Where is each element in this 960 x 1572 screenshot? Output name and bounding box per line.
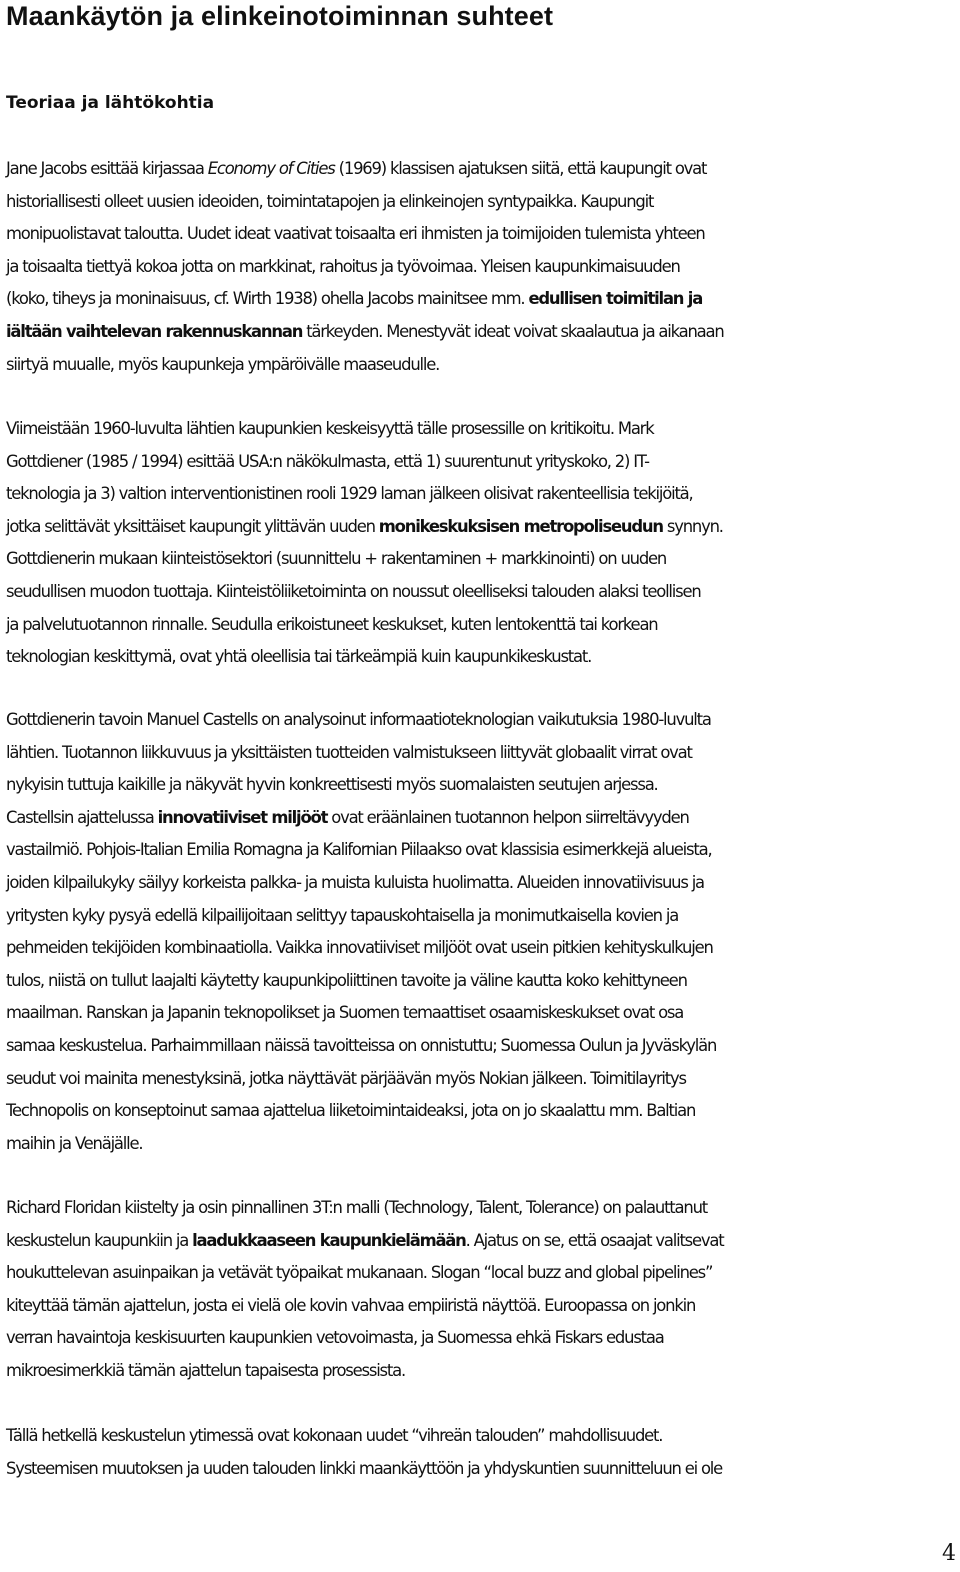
text-run: jotka selittävät yksittäiset kaupungit ylittävän uuden — [6, 516, 379, 536]
text-run: Technopolis on konseptoinut samaa ajattelua liiketoimintaideaksi, jota on jo skaalattu mm. Baltian — [6, 1101, 696, 1121]
text-line — [6, 1095, 960, 1128]
text-run: Gottdienerin tavoin Manuel Castells on analysoinut informaatioteknologian vaikutuksia 1980-luvulta — [6, 710, 711, 729]
text-line — [6, 1290, 960, 1323]
text-line — [6, 251, 960, 284]
page-number: 4 — [942, 1541, 956, 1566]
text-run: kiteyttää tämän ajattelun, josta ei vielä ole kovin vahvaa empiiristä näyttöä. Euroopassa on jonkin — [6, 1295, 696, 1315]
text-run: synnyn. — [662, 516, 723, 536]
text-run: houkuttelevan asuinpaikan ja vetävät työpaikat mukanaan. Slogan “local buzz and global pipelines” — [6, 1263, 713, 1283]
text-run: Viimeistään 1960-luvulta lähtien kaupunkien keskeisyyttä tälle prosessille on kritikoitu. Mark — [6, 419, 654, 438]
text-run: ovat eräänlainen tuotannon helpon siirreltävyyden — [327, 807, 689, 827]
text-run: yritysten kyky pysyä edellä kilpailijoitaan selittyy tapauskohtaisella ja monimutkaisella kovien ja — [6, 905, 679, 925]
text-run: mikroesimerkkiä tämän ajattelun tapaisesta prosessista. — [6, 1360, 405, 1380]
text-line — [6, 1420, 960, 1453]
section-heading: Teoriaa ja lähtökohtia — [6, 93, 215, 113]
text-run: maailman. Ranskan ja Japanin teknopolikset ja Suomen temaattiset osaamiskeskukset ovat osa — [6, 1003, 684, 1023]
text-line — [6, 704, 960, 737]
text-line — [6, 834, 960, 867]
text-line — [6, 997, 960, 1030]
italic-text: Economy of Cities — [207, 159, 335, 178]
text-line — [6, 478, 960, 511]
text-run: keskustelun kaupunkiin ja — [6, 1230, 193, 1250]
paragraph — [6, 704, 960, 1160]
text-line — [6, 413, 960, 446]
text-run: Gottdienerin mukaan kiinteistösektori (suunnittelu + rakentaminen + markkinointi) on uuden — [6, 549, 667, 569]
text-line — [6, 1355, 960, 1388]
bold-text: monikeskuksisen metropoliseudun — [378, 516, 663, 536]
text-run: seudut voi mainita menestyksinä, jotka näyttävät pärjäävän myös Nokian jälkeen. Toimitilayritys — [6, 1068, 686, 1088]
text-line — [6, 283, 960, 316]
bold-text: laadukkaaseen kaupunkielämään — [192, 1230, 466, 1250]
text-run: (1969) klassisen ajatuksen siitä, että kaupungit ovat — [334, 159, 707, 178]
text-run: tulos, niistä on tullut laajalti käytetty kaupunkipoliittinen tavoite ja väline kautta koko kehittyneen — [6, 970, 687, 990]
text-run: teknologia ja 3) valtion interventionistinen rooli 1929 laman jälkeen olisivat rakenteellisia tekijöitä, — [6, 484, 693, 504]
text-run: Systeemisen muutoksen ja uuden talouden linkki maankäyttöön ja yhdyskuntien suunnitteluun ei ole — [6, 1458, 723, 1478]
text-run: Gottdiener (1985 / 1994) esittää USA:n näkökulmasta, että 1) suurentunut yrityskoko, 2) IT- — [6, 451, 649, 471]
text-line — [6, 1257, 960, 1290]
text-run: tärkeyden. Menestyvät ideat voivat skaalautua ja aikanaan — [302, 321, 724, 341]
text-line — [6, 900, 960, 933]
text-run: Richard Floridan kiistelty ja osin pinnallinen 3T:n malli (Technology, Talent, Tolerance) on palauttanut — [6, 1198, 707, 1217]
page-title: Maankäytön ja elinkeinotoiminnan suhteet — [6, 1, 554, 31]
text-line — [6, 349, 960, 382]
text-run: Tällä hetkellä keskustelun ytimessä ovat kokonaan uudet “vihreän talouden” mahdollisuudet. — [6, 1426, 663, 1445]
text-line — [6, 609, 960, 642]
bold-text: edullisen toimitilan ja — [528, 289, 703, 309]
text-run: historiallisesti olleet uusien ideoiden, toimintatapojen ja elinkeinojen syntypaikka. Kaupungit — [6, 191, 654, 211]
text-line — [6, 769, 960, 802]
text-line — [6, 218, 960, 251]
text-run: ja palvelutuotannon rinnalle. Seudulla erikoistuneet keskukset, kuten lentokenttä tai korkean — [6, 614, 658, 634]
text-run: vastailmiö. Pohjois-Italian Emilia Romagna ja Kalifornian Piilaakso ovat klassisia esimerkkejä alueista, — [6, 840, 712, 860]
text-run: teknologian keskittymä, ovat yhtä oleellisia tai tärkeämpiä kuin kaupunkikeskustat. — [6, 647, 592, 667]
text-line — [6, 1128, 960, 1161]
text-line — [6, 641, 960, 674]
text-run: ja toisaalta tiettyä kokoa jotta on markkinat, rahoitus ja työvoimaa. Yleisen kaupunkimaisuuden — [6, 256, 680, 276]
paragraph — [6, 153, 960, 381]
text-line — [6, 932, 960, 965]
text-run: monipuolistavat taloutta. Uudet ideat vaativat toisaalta eri ihmisten ja toimijoiden tulemista yhteen — [6, 224, 705, 244]
text-run: pehmeiden tekijöiden kombinaatiolla. Vaikka innovatiiviset miljööt ovat usein pitkien kehityskulkujen — [6, 938, 713, 958]
text-run: samaa keskustelua. Parhaimmillaan näissä tavoitteissa on onnistuttu; Suomessa Oulun ja Jyväskylän — [6, 1035, 717, 1055]
text-line — [6, 1225, 960, 1258]
text-line — [6, 867, 960, 900]
text-run: nykyisin tuttuja kaikille ja näkyvät hyvin konkreettisesti myös suomalaisten seutujen arjessa. — [6, 775, 658, 795]
bold-text: iältään vaihtelevan rakennuskannan — [6, 321, 303, 341]
text-line — [6, 802, 960, 835]
text-run: Jane Jacobs esittää kirjassaa — [6, 159, 208, 178]
text-line — [6, 316, 960, 349]
paragraph — [6, 413, 960, 674]
text-line — [6, 1322, 960, 1355]
text-run: . Ajatus on se, että osaajat valitsevat — [465, 1230, 724, 1250]
text-run: (koko, tiheys ja moninaisuus, cf. Wirth 1938) ohella Jacobs mainitsee mm. — [6, 289, 529, 309]
text-line — [6, 1030, 960, 1063]
text-line — [6, 511, 960, 544]
text-run: siirtyä muualle, myös kaupunkeja ympäröivälle maaseudulle. — [6, 354, 440, 374]
text-line — [6, 153, 960, 186]
text-line — [6, 186, 960, 219]
text-line — [6, 965, 960, 998]
text-line — [6, 446, 960, 479]
text-line — [6, 1192, 960, 1225]
text-line — [6, 1063, 960, 1096]
text-run: verran havaintoja keskisuurten kaupunkien vetovoimasta, ja Suomessa ehkä Fiskars edustaa — [6, 1328, 664, 1348]
text-run: maihin ja Venäjälle. — [6, 1133, 143, 1153]
text-run: joiden kilpailukyky säilyy korkeista palkka- ja muista kuluista huolimatta. Alueiden innovatiivisuus ja — [6, 872, 704, 892]
text-run: Castellsin ajattelussa — [6, 807, 158, 827]
text-line — [6, 543, 960, 576]
text-line — [6, 576, 960, 609]
paragraph — [6, 1420, 960, 1485]
text-line — [6, 737, 960, 770]
text-run: seudullisen muodon tuottaja. Kiinteistöliiketoiminta on noussut oleelliseksi talouden alaksi teollisen — [6, 581, 701, 601]
text-line — [6, 1453, 960, 1486]
text-run: lähtien. Tuotannon liikkuvuus ja yksittäisten tuotteiden valmistukseen liittyvät globaalit virrat ovat — [6, 742, 692, 762]
bold-text: innovatiiviset miljööt — [157, 807, 328, 827]
paragraph — [6, 1192, 960, 1388]
